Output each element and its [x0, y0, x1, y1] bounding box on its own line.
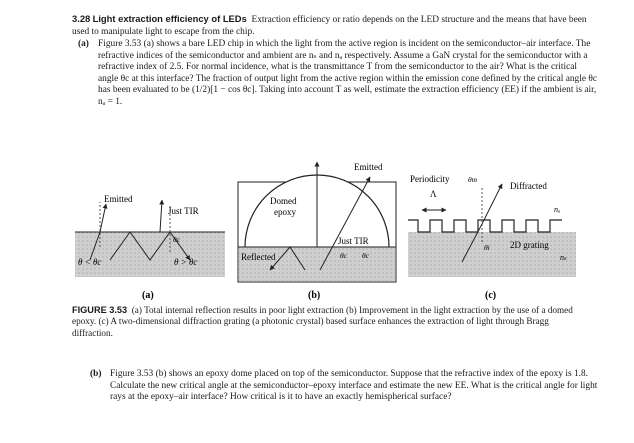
panel-c-diffracted-label: Diffracted	[510, 181, 547, 191]
part-b-text: Figure 3.53 (b) shows an epoxy dome placed on top of the semiconductor. Suppose that the refractive index of the epoxy is 1.8. Calculate the new critical angle at the semiconductor–epoxy interface and estimate the new EE. What is the critical angle for light rays at the epoxy–air interface? How critical is it to have an exactly hemispherical surface?	[110, 369, 598, 403]
panel-a-theta-lt-label: θ < θc	[78, 257, 102, 267]
panel-c-lambda-label: Λ	[430, 189, 437, 199]
panel-b-reflected-label: Reflected	[241, 252, 276, 262]
panel-c-substrate	[408, 232, 576, 277]
panel-c-ray-diffracted	[482, 184, 502, 224]
problem-heading	[72, 13, 600, 38]
panel-b-theta-c-label-1: θc	[340, 251, 348, 260]
panel-c-ns-label: nₛ	[560, 253, 567, 262]
panel-b-domed-label: Domed	[270, 196, 297, 206]
panel-a-emitted-label: Emitted	[104, 194, 133, 204]
panel-b-just-tir-label: Just TIR	[338, 236, 369, 246]
panel-a-just-tir-arrow	[160, 200, 162, 232]
panel-b-epoxy-label: epoxy	[274, 207, 296, 217]
panel-a-label: (a)	[142, 290, 154, 301]
panel-c-grating-label: 2D grating	[510, 240, 549, 250]
panel-c-label: (c)	[485, 290, 497, 301]
panel-c-na-label: nₐ	[554, 205, 561, 214]
panel-a-just-tir-label: Just TIR	[168, 206, 199, 216]
panel-c	[408, 174, 576, 301]
part-a	[78, 39, 598, 109]
panel-c-periodicity-label: Periodicity	[410, 174, 450, 184]
problem-number: 3.28	[72, 13, 91, 24]
figure-3-53	[70, 152, 580, 302]
panel-a-theta-c-label: θc	[173, 235, 181, 244]
panel-b-emitted-label: Emitted	[354, 162, 383, 172]
part-b-label: (b)	[90, 369, 102, 379]
panel-c-theta-i-label: θi	[484, 243, 490, 252]
figure-caption	[72, 305, 592, 339]
panel-c-grating	[408, 220, 562, 232]
panel-a-theta-gt-label: θ > θc	[174, 257, 198, 267]
part-b	[90, 369, 598, 404]
panel-b-theta-c-label-2: θc	[362, 251, 370, 260]
panel-c-theta-m-label: θm	[468, 175, 478, 184]
part-a-text: Figure 3.53 (a) shows a bare LED chip in which the light from the active region is incident on the semiconductor–air interface. The refractive indices of the semiconductor and ambient are nₛ and nₐ respectively. Assume a GaN crystal for the semiconductor with a refractive index of 2.5. For normal incidence, what is the transmittance T from the semiconductor to the air? What is the critical angle θc at this interface? The fraction of output light from the active region within the emission cone defined by the critical angle θc has been evaluated to be (1/2)[1 − cos θc]. Taking into account T as well, estimate the extraction efficiency (EE) if the ambient is air, nₐ = 1.	[98, 39, 597, 107]
caption-text: (a) Total internal reflection results in poor light extraction (b) Improvement in the light extraction by the use of a domed epoxy. (c) A two-dimensional diffraction grating (a photonic crystal) based surface enhances the extraction of light through Bragg diffraction.	[72, 305, 573, 338]
panel-a	[75, 194, 225, 301]
panel-b-label: (b)	[308, 290, 321, 301]
problem-intro: Extraction efficiency or ratio depends on the LED structure and the means that have been used to manipulate light to escape from the chip.	[72, 15, 587, 37]
problem-title: Light extraction efficiency of LEDs	[92, 13, 247, 24]
panel-b	[238, 162, 396, 301]
caption-label: FIGURE 3.53	[72, 305, 128, 315]
part-a-label: (a)	[78, 39, 89, 49]
